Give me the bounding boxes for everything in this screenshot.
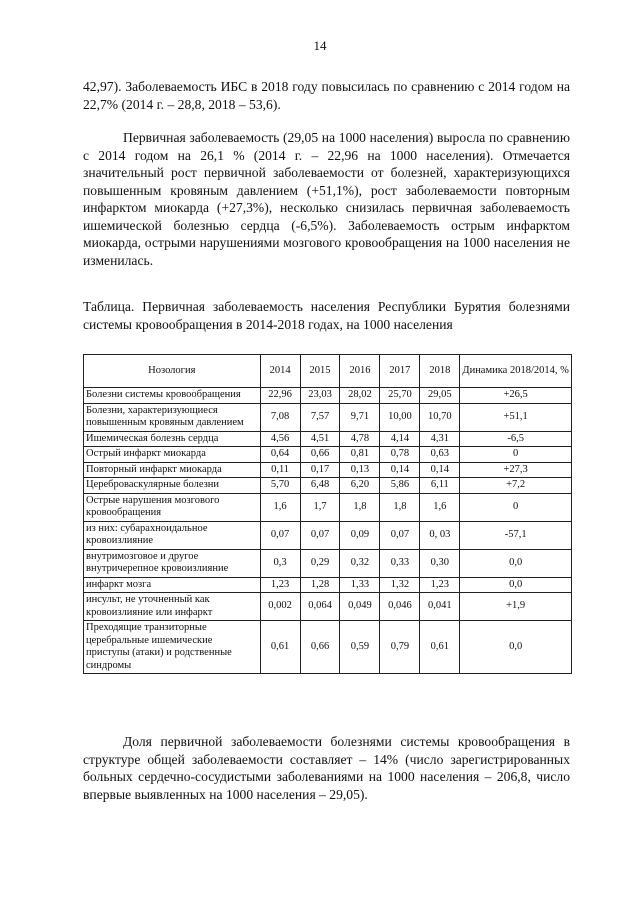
table-row	[84, 478, 572, 494]
paragraph-primary-incidence: Первичная заболеваемость (29,05 на 1000 населения) выросла по сравнению с 2014 годом на 26,1 % (2014 г. – 22,96 на 1000 населения). Отмечается значительный рост первичной заболеваемости от болезней, характеризующихся повышенным кровяным давлением (+51,1%), рост заболеваемости повторным инфарктом миокарда (+27,3%), несколько снизилась первичная заболеваемость ишемической болезнью сердца (-6,5%). Заболеваемость острым инфарктом миокарда, острыми нарушениями мозгового кровообращения на 1000 населения не изменилась.	[83, 130, 570, 268]
table-row	[84, 388, 572, 404]
value-cell: 0,66	[300, 621, 340, 674]
table-row	[84, 549, 572, 577]
nosology-cell: внутримозговое и другое внутричерепное кровоизлияние	[84, 549, 261, 577]
value-cell: 0,0	[460, 577, 572, 593]
value-cell: 0,11	[260, 462, 300, 478]
value-cell: 29,05	[420, 388, 460, 404]
value-cell: 0,064	[300, 593, 340, 621]
value-cell: -6,5	[460, 431, 572, 447]
header-cell: 2018	[420, 355, 460, 388]
value-cell: 0,14	[380, 462, 420, 478]
nosology-cell: Преходящие транзиторные церебральные ишемические приступы (атаки) и родственные синдромы	[84, 621, 261, 674]
value-cell: 0,63	[420, 447, 460, 463]
value-cell: +27,3	[460, 462, 572, 478]
value-cell: 0, 03	[420, 521, 460, 549]
value-cell: 1,28	[300, 577, 340, 593]
value-cell: 0,0	[460, 549, 572, 577]
value-cell: 1,23	[420, 577, 460, 593]
paragraph-ibs: 42,97). Заболеваемость ИБС в 2018 году повысилась по сравнению с 2014 годом на 22,7% (2014 г. – 28,8, 2018 – 53,6).	[83, 79, 570, 112]
value-cell: 23,03	[300, 388, 340, 404]
value-cell: 0,66	[300, 447, 340, 463]
value-cell: 1,6	[420, 493, 460, 521]
value-cell: 9,71	[340, 403, 380, 431]
value-cell: 6,11	[420, 478, 460, 494]
value-cell: 1,6	[260, 493, 300, 521]
value-cell: 0,78	[380, 447, 420, 463]
table-row	[84, 462, 572, 478]
table-row	[84, 593, 572, 621]
value-cell: +1,9	[460, 593, 572, 621]
value-cell: 4,51	[300, 431, 340, 447]
value-cell: +7,2	[460, 478, 572, 494]
table-row	[84, 577, 572, 593]
value-cell: 0,07	[300, 521, 340, 549]
value-cell: 25,70	[380, 388, 420, 404]
value-cell: 4,14	[380, 431, 420, 447]
value-cell: 0,59	[340, 621, 380, 674]
table-row	[84, 621, 572, 674]
value-cell: 0,049	[340, 593, 380, 621]
value-cell: 5,86	[380, 478, 420, 494]
paragraph-share: Доля первичной заболеваемости болезнями системы кровообращения в структуре общей заболеваемости составляет – 14% (число зарегистрированных больных сердечно-сосудистыми заболеваниями на 1000 населения – 206,8, число впервые выявленных на 1000 населения – 29,05).	[83, 734, 570, 802]
value-cell: 1,23	[260, 577, 300, 593]
value-cell: 0,29	[300, 549, 340, 577]
value-cell: 0	[460, 447, 572, 463]
value-cell: 0,30	[420, 549, 460, 577]
value-cell: 7,08	[260, 403, 300, 431]
table-caption: Таблица. Первичная заболеваемость населения Республики Бурятия болезнями системы кровообращения в 2014-2018 годах, на 1000 населения	[83, 299, 570, 332]
nosology-cell: Ишемическая болезнь сердца	[84, 431, 261, 447]
nosology-cell: Цереброваскулярные болезни	[84, 478, 261, 494]
value-cell: 0,0	[460, 621, 572, 674]
table-row	[84, 521, 572, 549]
header-cell: Динамика 2018/2014, %	[460, 355, 572, 388]
value-cell: 1,33	[340, 577, 380, 593]
incidence-table	[83, 354, 572, 674]
nosology-cell: инсульт, не уточненный как кровоизлияние или инфаркт	[84, 593, 261, 621]
table-row	[84, 493, 572, 521]
value-cell: 0,07	[380, 521, 420, 549]
value-cell: 1,8	[340, 493, 380, 521]
nosology-cell: инфаркт мозга	[84, 577, 261, 593]
header-cell: 2015	[300, 355, 340, 388]
header-cell: 2014	[260, 355, 300, 388]
header-cell: 2017	[380, 355, 420, 388]
table-row	[84, 403, 572, 431]
value-cell: +51,1	[460, 403, 572, 431]
page-number: 14	[313, 38, 327, 53]
nosology-cell: Повторный инфаркт миокарда	[84, 462, 261, 478]
nosology-cell: Острый инфаркт миокарда	[84, 447, 261, 463]
value-cell: -57,1	[460, 521, 572, 549]
nosology-cell: Болезни, характеризующиеся повышенным кровяным давлением	[84, 403, 261, 431]
nosology-cell: из них: субарахноидальное кровоизлияние	[84, 521, 261, 549]
value-cell: 1,8	[380, 493, 420, 521]
value-cell: 0,14	[420, 462, 460, 478]
value-cell: 0,17	[300, 462, 340, 478]
value-cell: 6,20	[340, 478, 380, 494]
value-cell: 0,07	[260, 521, 300, 549]
value-cell: 1,32	[380, 577, 420, 593]
value-cell: 10,70	[420, 403, 460, 431]
value-cell: 28,02	[340, 388, 380, 404]
value-cell: 0,046	[380, 593, 420, 621]
value-cell: 0,09	[340, 521, 380, 549]
value-cell: 10,00	[380, 403, 420, 431]
value-cell: 5,70	[260, 478, 300, 494]
value-cell: 0	[460, 493, 572, 521]
value-cell: 0,79	[380, 621, 420, 674]
value-cell: 0,61	[420, 621, 460, 674]
value-cell: 0,33	[380, 549, 420, 577]
value-cell: 0,002	[260, 593, 300, 621]
value-cell: 0,13	[340, 462, 380, 478]
value-cell: 0,81	[340, 447, 380, 463]
value-cell: 0,32	[340, 549, 380, 577]
nosology-cell: Болезни системы кровообращения	[84, 388, 261, 404]
value-cell: 0,3	[260, 549, 300, 577]
value-cell: 1,7	[300, 493, 340, 521]
value-cell: 22,96	[260, 388, 300, 404]
value-cell: +26,5	[460, 388, 572, 404]
value-cell: 0,041	[420, 593, 460, 621]
value-cell: 4,78	[340, 431, 380, 447]
value-cell: 4,31	[420, 431, 460, 447]
value-cell: 0,64	[260, 447, 300, 463]
nosology-cell: Острые нарушения мозгового кровообращения	[84, 493, 261, 521]
table-header-row	[84, 355, 572, 388]
value-cell: 7,57	[300, 403, 340, 431]
table-row	[84, 447, 572, 463]
value-cell: 6,48	[300, 478, 340, 494]
header-cell: Нозология	[84, 355, 261, 388]
value-cell: 4,56	[260, 431, 300, 447]
table-row	[84, 431, 572, 447]
header-cell: 2016	[340, 355, 380, 388]
value-cell: 0,61	[260, 621, 300, 674]
